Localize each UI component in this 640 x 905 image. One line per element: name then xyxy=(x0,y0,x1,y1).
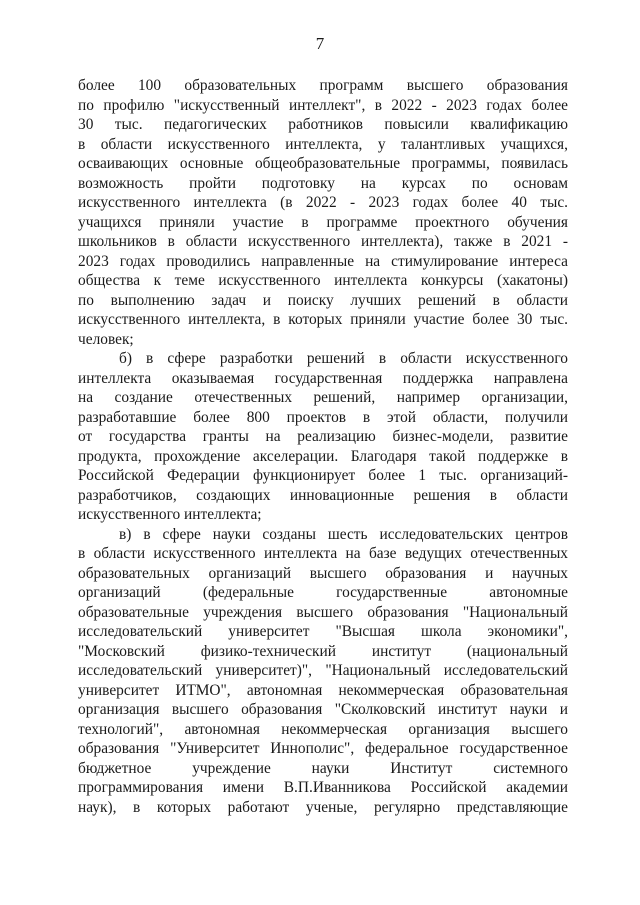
text-line: организаций (федеральные государственные автономные xyxy=(78,584,568,601)
page-number: 7 xyxy=(315,34,325,53)
text-line: искусственного интеллекта; xyxy=(78,506,262,523)
text-line: учащихся приняли участие в программе проектного обучения xyxy=(78,213,568,231)
text-line: в области искусственного интеллекта, у талантливых учащихся, xyxy=(78,135,568,153)
text-line: программирования имени В.П.Иванникова Российской академии xyxy=(78,779,568,796)
text-line: 2023 годах проводились направленные на стимулирование интереса xyxy=(78,252,568,270)
text-line: более 100 образовательных программ высшего образования xyxy=(78,77,568,94)
body-text xyxy=(78,76,568,817)
text-line: искусственного интеллекта, в которых приняли участие более 30 тыс. xyxy=(78,311,568,328)
text-line: "Московский физико-технический институт (национальный xyxy=(78,642,568,660)
text-line: осваивающих основные общеобразовательные программы, появилась xyxy=(78,155,568,172)
text-line: наук), в которых работают ученые, регулярно представляющие xyxy=(78,798,568,816)
text-line: продукта, прохождение акселерации. Благодаря такой поддержке в xyxy=(78,447,568,465)
text-line: в области искусственного интеллекта на базе ведущих отечественных xyxy=(78,545,568,562)
text-line: искусственного интеллекта (в 2022 - 2023 годах более 40 тыс. xyxy=(78,194,568,211)
text-line: возможность пройти подготовку на курсах по основам xyxy=(78,174,568,192)
text-line: в) в сфере науки созданы шесть исследовательских центров xyxy=(119,525,568,543)
text-line: образовательных организаций высшего образования и научных xyxy=(78,564,568,582)
text-line: 30 тыс. педагогических работников повысили квалификацию xyxy=(78,116,568,133)
text-line: школьников в области искусственного интеллекта), также в 2021 - xyxy=(78,233,568,250)
text-line: образовательные учреждения высшего образования "Национальный xyxy=(78,603,568,621)
text-line: интеллекта оказываемая государственная поддержка направлена xyxy=(78,369,568,387)
text-line: человек; xyxy=(78,330,134,348)
text-line: разработавшие более 800 проектов в этой области, получили xyxy=(78,408,568,426)
text-line: от государства гранты на реализацию бизнес-модели, развитие xyxy=(78,428,568,445)
text-line: исследовательский университет)", "Национальный исследовательский xyxy=(78,662,568,679)
text-line: разработчиков, создающих инновационные решения в области xyxy=(78,486,568,504)
text-line: организация высшего образования "Сколковский институт науки и xyxy=(78,701,568,718)
text-line: по выполнению задач и поиску лучших решений в области xyxy=(78,291,568,309)
text-line: бюджетное учреждение науки Институт системного xyxy=(78,759,568,777)
text-line: на создание отечественных решений, например организации, xyxy=(78,389,568,406)
text-line: б) в сфере разработки решений в области искусственного xyxy=(119,350,568,367)
text-line: образования "Университет Иннополис", федеральное государственное xyxy=(78,740,568,757)
text-line: исследовательский университет "Высшая школа экономики", xyxy=(78,623,568,640)
text-line: технологий", автономная некоммерческая организация высшего xyxy=(78,720,568,738)
text-line: общества к теме искусственного интеллекта конкурсы (хакатоны) xyxy=(78,272,568,289)
text-line: Российской Федерации функционирует более 1 тыс. организаций- xyxy=(78,467,568,484)
text-line: университет ИТМО", автономная некоммерческая образовательная xyxy=(78,681,568,699)
text-line: по профилю "искусственный интеллект", в 2022 - 2023 годах более xyxy=(78,96,568,114)
